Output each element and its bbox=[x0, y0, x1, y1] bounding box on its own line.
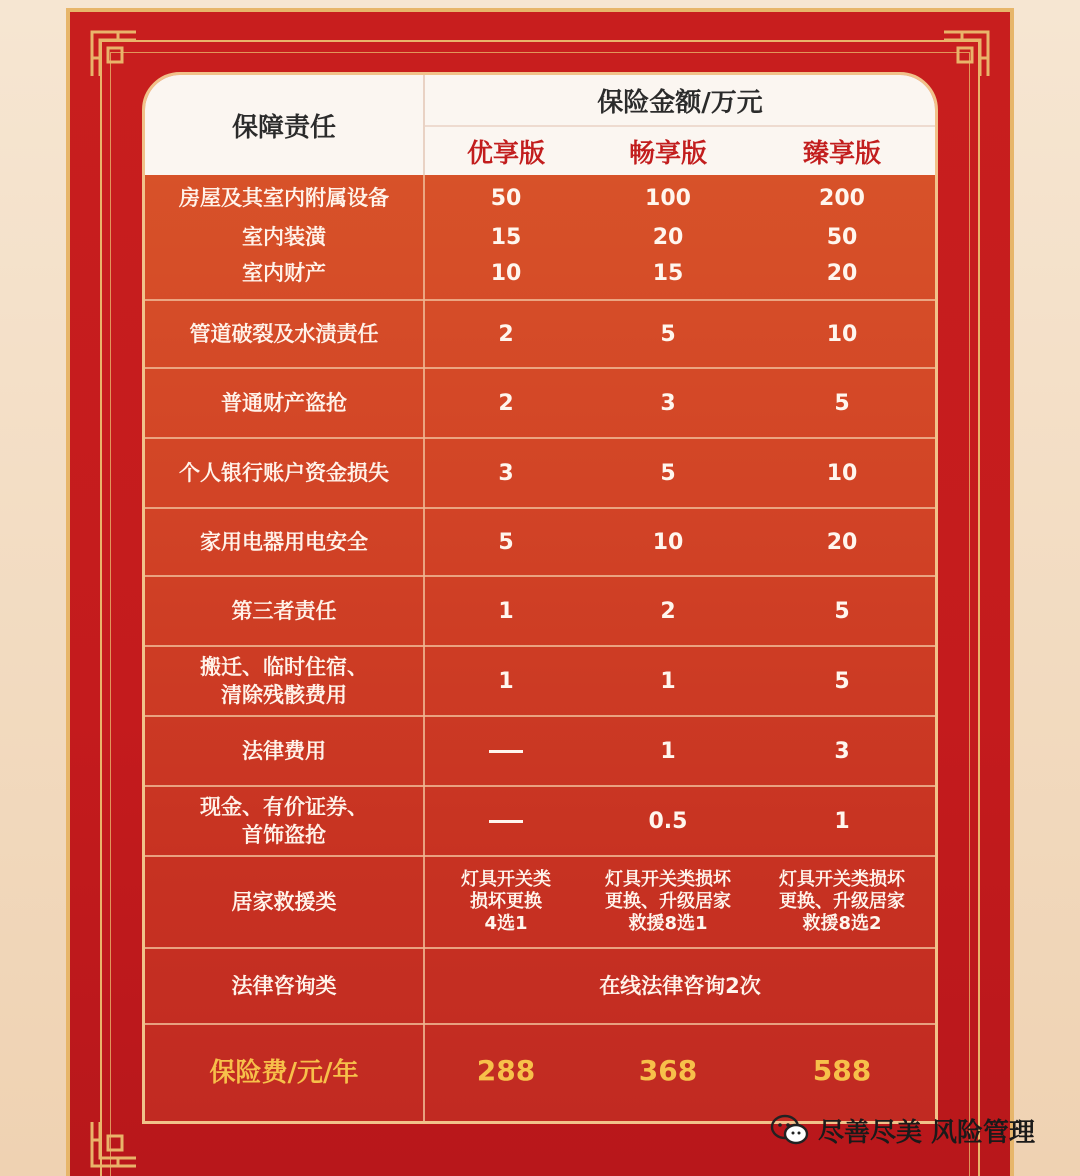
dash-mark bbox=[489, 820, 523, 823]
table-cell: 5 bbox=[834, 598, 850, 624]
table-cell: 3 bbox=[834, 738, 850, 764]
table-cell: 1 bbox=[660, 738, 676, 764]
table-cell bbox=[749, 857, 935, 947]
corner-ornament-icon bbox=[88, 1118, 140, 1170]
cell-line: 灯具开关类 bbox=[461, 869, 551, 890]
row-divider bbox=[145, 575, 935, 577]
row-divider bbox=[145, 645, 935, 647]
empty-cell bbox=[425, 717, 587, 785]
table-cell: 2 bbox=[660, 598, 676, 624]
premium-value: 588 bbox=[812, 1053, 872, 1087]
table-cell: 1 bbox=[834, 808, 850, 834]
table-cell: 100 bbox=[645, 185, 691, 211]
column-divider bbox=[423, 175, 425, 1121]
row-divider bbox=[145, 855, 935, 857]
coverage-name: 室内财产 bbox=[242, 261, 326, 285]
table-cell: 3 bbox=[660, 390, 676, 416]
coverage-table bbox=[142, 72, 938, 1124]
coverage-name: 法律费用 bbox=[242, 739, 326, 763]
row-divider bbox=[145, 299, 935, 301]
plan-changxiang: 畅享版 bbox=[628, 138, 707, 169]
table-cell: 15 bbox=[490, 224, 522, 250]
row-divider bbox=[145, 507, 935, 509]
row-divider bbox=[145, 1023, 935, 1025]
table-cell: 2 bbox=[498, 321, 514, 347]
dash-mark bbox=[489, 750, 523, 753]
table-cell: 15 bbox=[652, 260, 684, 286]
table-cell: 20 bbox=[826, 529, 858, 555]
row-divider bbox=[145, 947, 935, 949]
coverage-name-line: 清除残骸费用 bbox=[221, 683, 347, 707]
empty-cell bbox=[425, 787, 587, 855]
table-cell: 0.5 bbox=[648, 808, 688, 834]
coverage-name: 家用电器用电安全 bbox=[200, 530, 368, 554]
row-divider bbox=[145, 437, 935, 439]
table-cell: 200 bbox=[819, 185, 865, 211]
coverage-name-line: 搬迁、临时住宿、 bbox=[200, 655, 368, 679]
cell-line: 更换、升级居家 bbox=[605, 891, 731, 912]
table-cell: 1 bbox=[498, 598, 514, 624]
coverage-name: 管道破裂及水渍责任 bbox=[189, 322, 379, 346]
table-cell: 1 bbox=[660, 668, 676, 694]
table-cell: 2 bbox=[498, 390, 514, 416]
table-cell: 10 bbox=[826, 460, 858, 486]
coverage-name-line: 现金、有价证券、 bbox=[200, 795, 368, 819]
coverage-name: 房屋及其室内附属设备 bbox=[179, 186, 389, 210]
watermark bbox=[770, 1110, 1035, 1150]
coverage-name bbox=[145, 787, 423, 855]
wechat-icon bbox=[770, 1113, 810, 1147]
table-cell: 50 bbox=[490, 185, 522, 211]
table-cell: 20 bbox=[826, 260, 858, 286]
table-cell bbox=[425, 857, 587, 947]
coverage-name-line: 首饰盗抢 bbox=[242, 823, 326, 847]
table-cell: 1 bbox=[498, 668, 514, 694]
table-cell: 3 bbox=[498, 460, 514, 486]
row-divider bbox=[145, 367, 935, 369]
cell-line: 救援8选1 bbox=[628, 913, 708, 934]
coverage-name: 居家救援类 bbox=[231, 890, 337, 914]
coverage-name: 普通财产盗抢 bbox=[221, 391, 347, 415]
header-coverage: 保障责任 bbox=[231, 112, 336, 143]
table-cell: 5 bbox=[660, 460, 676, 486]
plan-zhenxiang: 臻享版 bbox=[802, 138, 881, 169]
table-cell: 20 bbox=[652, 224, 684, 250]
merged-cell: 在线法律咨询2次 bbox=[599, 974, 761, 998]
cell-line: 救援8选2 bbox=[802, 913, 882, 934]
table-cell: 5 bbox=[834, 668, 850, 694]
corner-ornament-icon bbox=[88, 28, 140, 80]
header-amount: 保险金额/万元 bbox=[597, 87, 763, 118]
table-cell bbox=[587, 857, 749, 947]
premium-value: 288 bbox=[476, 1053, 536, 1087]
table-cell: 50 bbox=[826, 224, 858, 250]
coverage-name: 个人银行账户资金损失 bbox=[179, 461, 389, 485]
cell-line: 灯具开关类损坏 bbox=[605, 869, 731, 890]
premium-value: 368 bbox=[638, 1053, 698, 1087]
coverage-name bbox=[145, 647, 423, 715]
cell-line: 更换、升级居家 bbox=[779, 891, 905, 912]
table-cell: 5 bbox=[498, 529, 514, 555]
table-cell: 5 bbox=[834, 390, 850, 416]
plan-youxiang: 优享版 bbox=[466, 138, 545, 169]
table-cell: 10 bbox=[652, 529, 684, 555]
cell-line: 损坏更换 bbox=[470, 891, 542, 912]
corner-ornament-icon bbox=[940, 28, 992, 80]
cell-line: 4选1 bbox=[484, 913, 528, 934]
coverage-name: 第三者责任 bbox=[231, 599, 337, 623]
watermark-text: 尽善尽美 风险管理 bbox=[818, 1117, 1036, 1148]
table-cell: 5 bbox=[660, 321, 676, 347]
row-divider bbox=[145, 715, 935, 717]
table-cell: 10 bbox=[490, 260, 522, 286]
premium-label: 保险费/元/年 bbox=[209, 1057, 359, 1088]
coverage-name: 室内装潢 bbox=[242, 225, 326, 249]
table-cell: 10 bbox=[826, 321, 858, 347]
row-divider bbox=[145, 785, 935, 787]
coverage-name: 法律咨询类 bbox=[231, 974, 337, 998]
cell-line: 灯具开关类损坏 bbox=[779, 869, 905, 890]
